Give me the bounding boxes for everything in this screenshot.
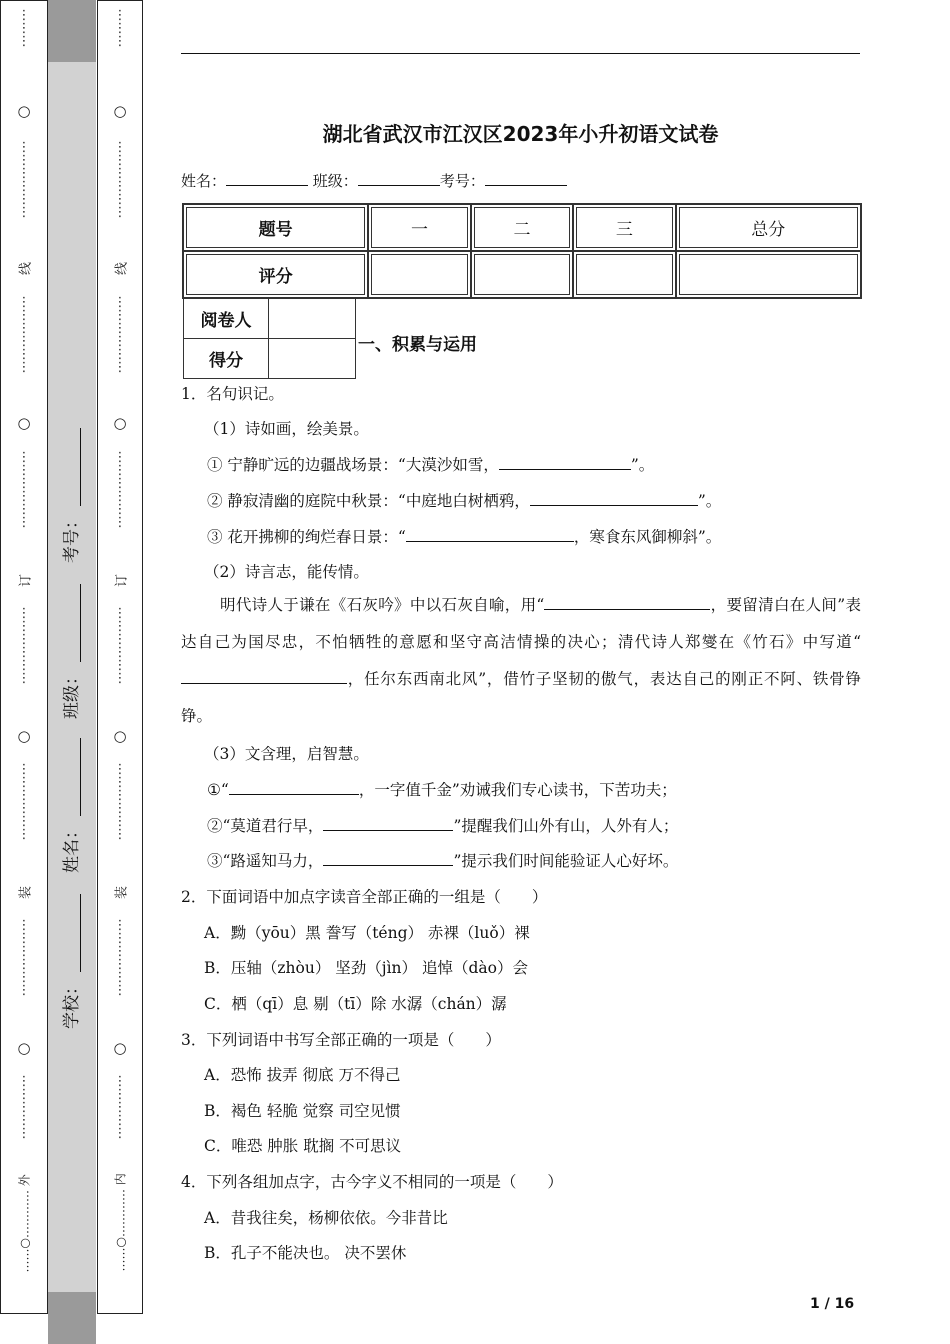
class-label: 班级： (312, 172, 358, 190)
gray-cap-bottom (48, 1292, 96, 1344)
option-c[interactable]: C．唯恐 肿胀 耽搁 不可思议 (204, 1137, 402, 1155)
score-cell[interactable] (368, 251, 470, 298)
option-a[interactable]: A．黝（yōu）黑 誊写（téng） 赤裸（luǒ）裸 (204, 924, 530, 942)
score-cell[interactable] (471, 251, 573, 298)
header-rule (181, 53, 860, 54)
answer-blank[interactable] (181, 668, 347, 684)
q1-item (207, 849, 678, 871)
dot-leader: ⋮ ⋮ ⋮ ⋮ ⋮ ⋮ (17, 295, 31, 375)
q1-item-text: ，一字值千金”劝诫我们专心读书，下苦功夫； (358, 781, 677, 799)
paragraph-text: 明代诗人于谦在《石灰吟》中以石灰自喻，用“ (220, 596, 545, 614)
circle-mark: ○ (113, 727, 127, 745)
q1-item (207, 778, 677, 800)
answer-blank[interactable] (499, 454, 631, 470)
dot-leader: ⋮ ⋮ ⋮ ⋮ ⋮ ⋮ (113, 606, 127, 686)
cut-line-label: 线 (114, 262, 130, 276)
section-score-label: 得分 (184, 339, 269, 379)
dot-leader: ⋮ ⋮ ⋮ ⋮ ⋮ ⋮ (17, 450, 31, 530)
q1-item (207, 814, 678, 836)
student-info-fields (48, 62, 96, 1292)
binding-line-label: 订 (114, 574, 130, 588)
circle-mark: ○ (113, 102, 127, 120)
dot-leader: ⋮ ⋮ ⋮ ⋮ ⋮ ⋮ (17, 606, 31, 686)
score-table (182, 203, 862, 299)
binding-line-label: 订 (18, 574, 34, 588)
name-blank[interactable] (226, 171, 308, 186)
dot-leader: ⋮ ⋮ ⋮ ⋮ ⋮ ⋮ (17, 918, 31, 998)
marker-table (183, 298, 356, 379)
q1-subheading: （2）诗言志，能传情。 (204, 563, 369, 581)
score-table-score-row (183, 251, 861, 298)
q1-item (207, 489, 721, 511)
q1-item-text: ”提醒我们山外有山，人外有人； (453, 817, 679, 835)
option-c[interactable]: C．栖（qī）息 剔（tī）除 水潺（chán）潺 (204, 995, 507, 1013)
dot-leader: ⋮ ⋮ ⋮ ⋮ ⋮ ⋮ (113, 762, 127, 842)
name-label: 姓名： (62, 822, 82, 873)
option-b[interactable]: B．孔子不能决也。 决不罢休 (204, 1244, 407, 1262)
exam-number-field[interactable] (57, 315, 87, 563)
dot-leader: ⋮ ⋮ ⋮ ⋮ ⋮ ⋮ (113, 295, 127, 375)
dot-leader: ⋮ ⋮ ⋮ ⋮ ⋮ ⋮ (113, 918, 127, 998)
outer-seal-label: ……○………… 外 (17, 1174, 32, 1273)
q1-item (207, 525, 721, 547)
dot-leader: ⋮ ⋮ ⋮ ⋮ ⋮ ⋮ (17, 140, 31, 220)
q1-item-text: ”。 (630, 456, 655, 474)
page-number: 1 / 16 (810, 1296, 855, 1312)
option-a[interactable]: A．恐怖 拔弄 彻底 万不得己 (204, 1066, 401, 1084)
paper-title: 湖北省武汉市江汉区2023年小升初语文试卷 (322, 122, 719, 146)
dot-leader: ⋮ ⋮ ⋮ ⋮ ⋮ ⋮ (17, 762, 31, 842)
cut-line-label: 线 (18, 262, 34, 276)
q1-item-text: ① 宁静旷远的边疆战场景：“大漠沙如雪， (207, 456, 499, 474)
paragraph-text: ，任尔东西南北风”，借竹子坚韧的傲气，表达自己的刚正不阿、铁骨铮铮。 (181, 670, 861, 725)
option-b[interactable]: B．压轴（zhòu） 坚劲（jìn） 追悼（dào）会 (204, 959, 528, 977)
q1-item (207, 453, 654, 475)
column-header: 一 (368, 204, 470, 251)
answer-blank[interactable] (229, 779, 359, 795)
circle-mark: ○ (113, 1039, 127, 1057)
column-header: 总分 (676, 204, 861, 251)
answer-blank[interactable] (530, 490, 698, 506)
q1-item-text: ③“路遥知马力， (207, 852, 324, 870)
section-heading: 一、积累与运用 (358, 335, 477, 355)
question-3-stem: 3．下列词语中书写全部正确的一项是（ ） (181, 1031, 501, 1049)
option-a[interactable]: A．昔我往矣，杨柳依依。今非昔比 (204, 1209, 448, 1227)
circle-mark: ○ (17, 414, 31, 432)
option-b[interactable]: B．褐色 轻脆 觉察 司空见惯 (204, 1102, 401, 1120)
circle-mark: ○ (113, 414, 127, 432)
school-label: 学校： (62, 978, 82, 1029)
marker-label: 阅卷人 (184, 299, 269, 339)
dot-leader: ⋮ ⋮ ⋮ ⋮ ⋮ (17, 1074, 31, 1141)
answer-blank[interactable] (323, 815, 453, 831)
answer-blank[interactable] (544, 594, 710, 610)
dot-leader: ⋮ ⋮ ⋮ (17, 8, 31, 49)
name-label: 姓名： (181, 172, 227, 190)
exam-number-label: 考号： (62, 512, 82, 563)
score-cell[interactable] (573, 251, 675, 298)
dot-leader: ⋮ ⋮ ⋮ (113, 8, 127, 49)
inner-binding-strip (97, 0, 143, 1314)
column-header: 二 (471, 204, 573, 251)
student-info-line (181, 170, 567, 191)
dot-leader: ⋮ ⋮ ⋮ ⋮ ⋮ ⋮ (113, 450, 127, 530)
q1-subheading: （1）诗如画，绘美景。 (204, 420, 369, 438)
inner-seal-label: ……○………… 内 (113, 1173, 128, 1272)
circle-mark: ○ (17, 1039, 31, 1057)
q1-item-text: ② 静寂清幽的庭院中秋景：“中庭地白树栖鸦， (207, 492, 530, 510)
q1-subheading: （3）文含理，启智慧。 (204, 745, 369, 763)
q1-item-text: ①“ (207, 781, 229, 799)
staple-line-label: 装 (18, 886, 34, 900)
column-header: 三 (573, 204, 675, 251)
paragraph-text: ，要留清白在人间”表达自己为国尽忠，不怕牺牲的意愿和坚守高洁情操的决心；清代诗人郑燮在《竹石》中写道“ (181, 596, 861, 651)
dot-leader: ⋮ ⋮ ⋮ ⋮ ⋮ (113, 1074, 127, 1141)
score-table-header-row (183, 204, 861, 251)
outer-binding-strip (0, 0, 48, 1314)
marker-cell[interactable] (269, 299, 356, 339)
score-cell[interactable] (676, 251, 861, 298)
class-label: 班级： (62, 668, 82, 719)
dot-leader: ⋮ ⋮ ⋮ ⋮ ⋮ ⋮ (113, 140, 127, 220)
circle-mark: ○ (17, 727, 31, 745)
section-score-cell[interactable] (269, 339, 356, 379)
class-blank[interactable] (358, 171, 440, 186)
question-4-stem: 4．下列各组加点字，古今字义不相同的一项是（ ） (181, 1173, 563, 1191)
question-2-stem: 2．下面词语中加点字读音全部正确的一组是（ ） (181, 888, 548, 906)
q1-item-text: ，寒食东风御柳斜”。 (573, 528, 722, 546)
exam-number-blank[interactable] (485, 171, 567, 186)
question-1-stem: 1．名句识记。 (181, 385, 284, 403)
q1-item-text: ②“莫道君行早， (207, 817, 324, 835)
q1-item-text: ”。 (697, 492, 722, 510)
q1-item-text: ”提示我们时间能验证人心好坏。 (453, 852, 679, 870)
q1-paragraph (181, 587, 861, 735)
score-row-label: 评分 (183, 251, 368, 298)
answer-blank[interactable] (406, 526, 574, 542)
question-number-header: 题号 (183, 204, 368, 251)
answer-blank[interactable] (323, 850, 453, 866)
q1-item-text: ③ 花开拂柳的绚烂春日景：“ (207, 528, 406, 546)
gray-cap-top (48, 0, 96, 62)
staple-line-label: 装 (114, 886, 130, 900)
circle-mark: ○ (17, 102, 31, 120)
exam-number-label: 考号： (439, 172, 485, 190)
